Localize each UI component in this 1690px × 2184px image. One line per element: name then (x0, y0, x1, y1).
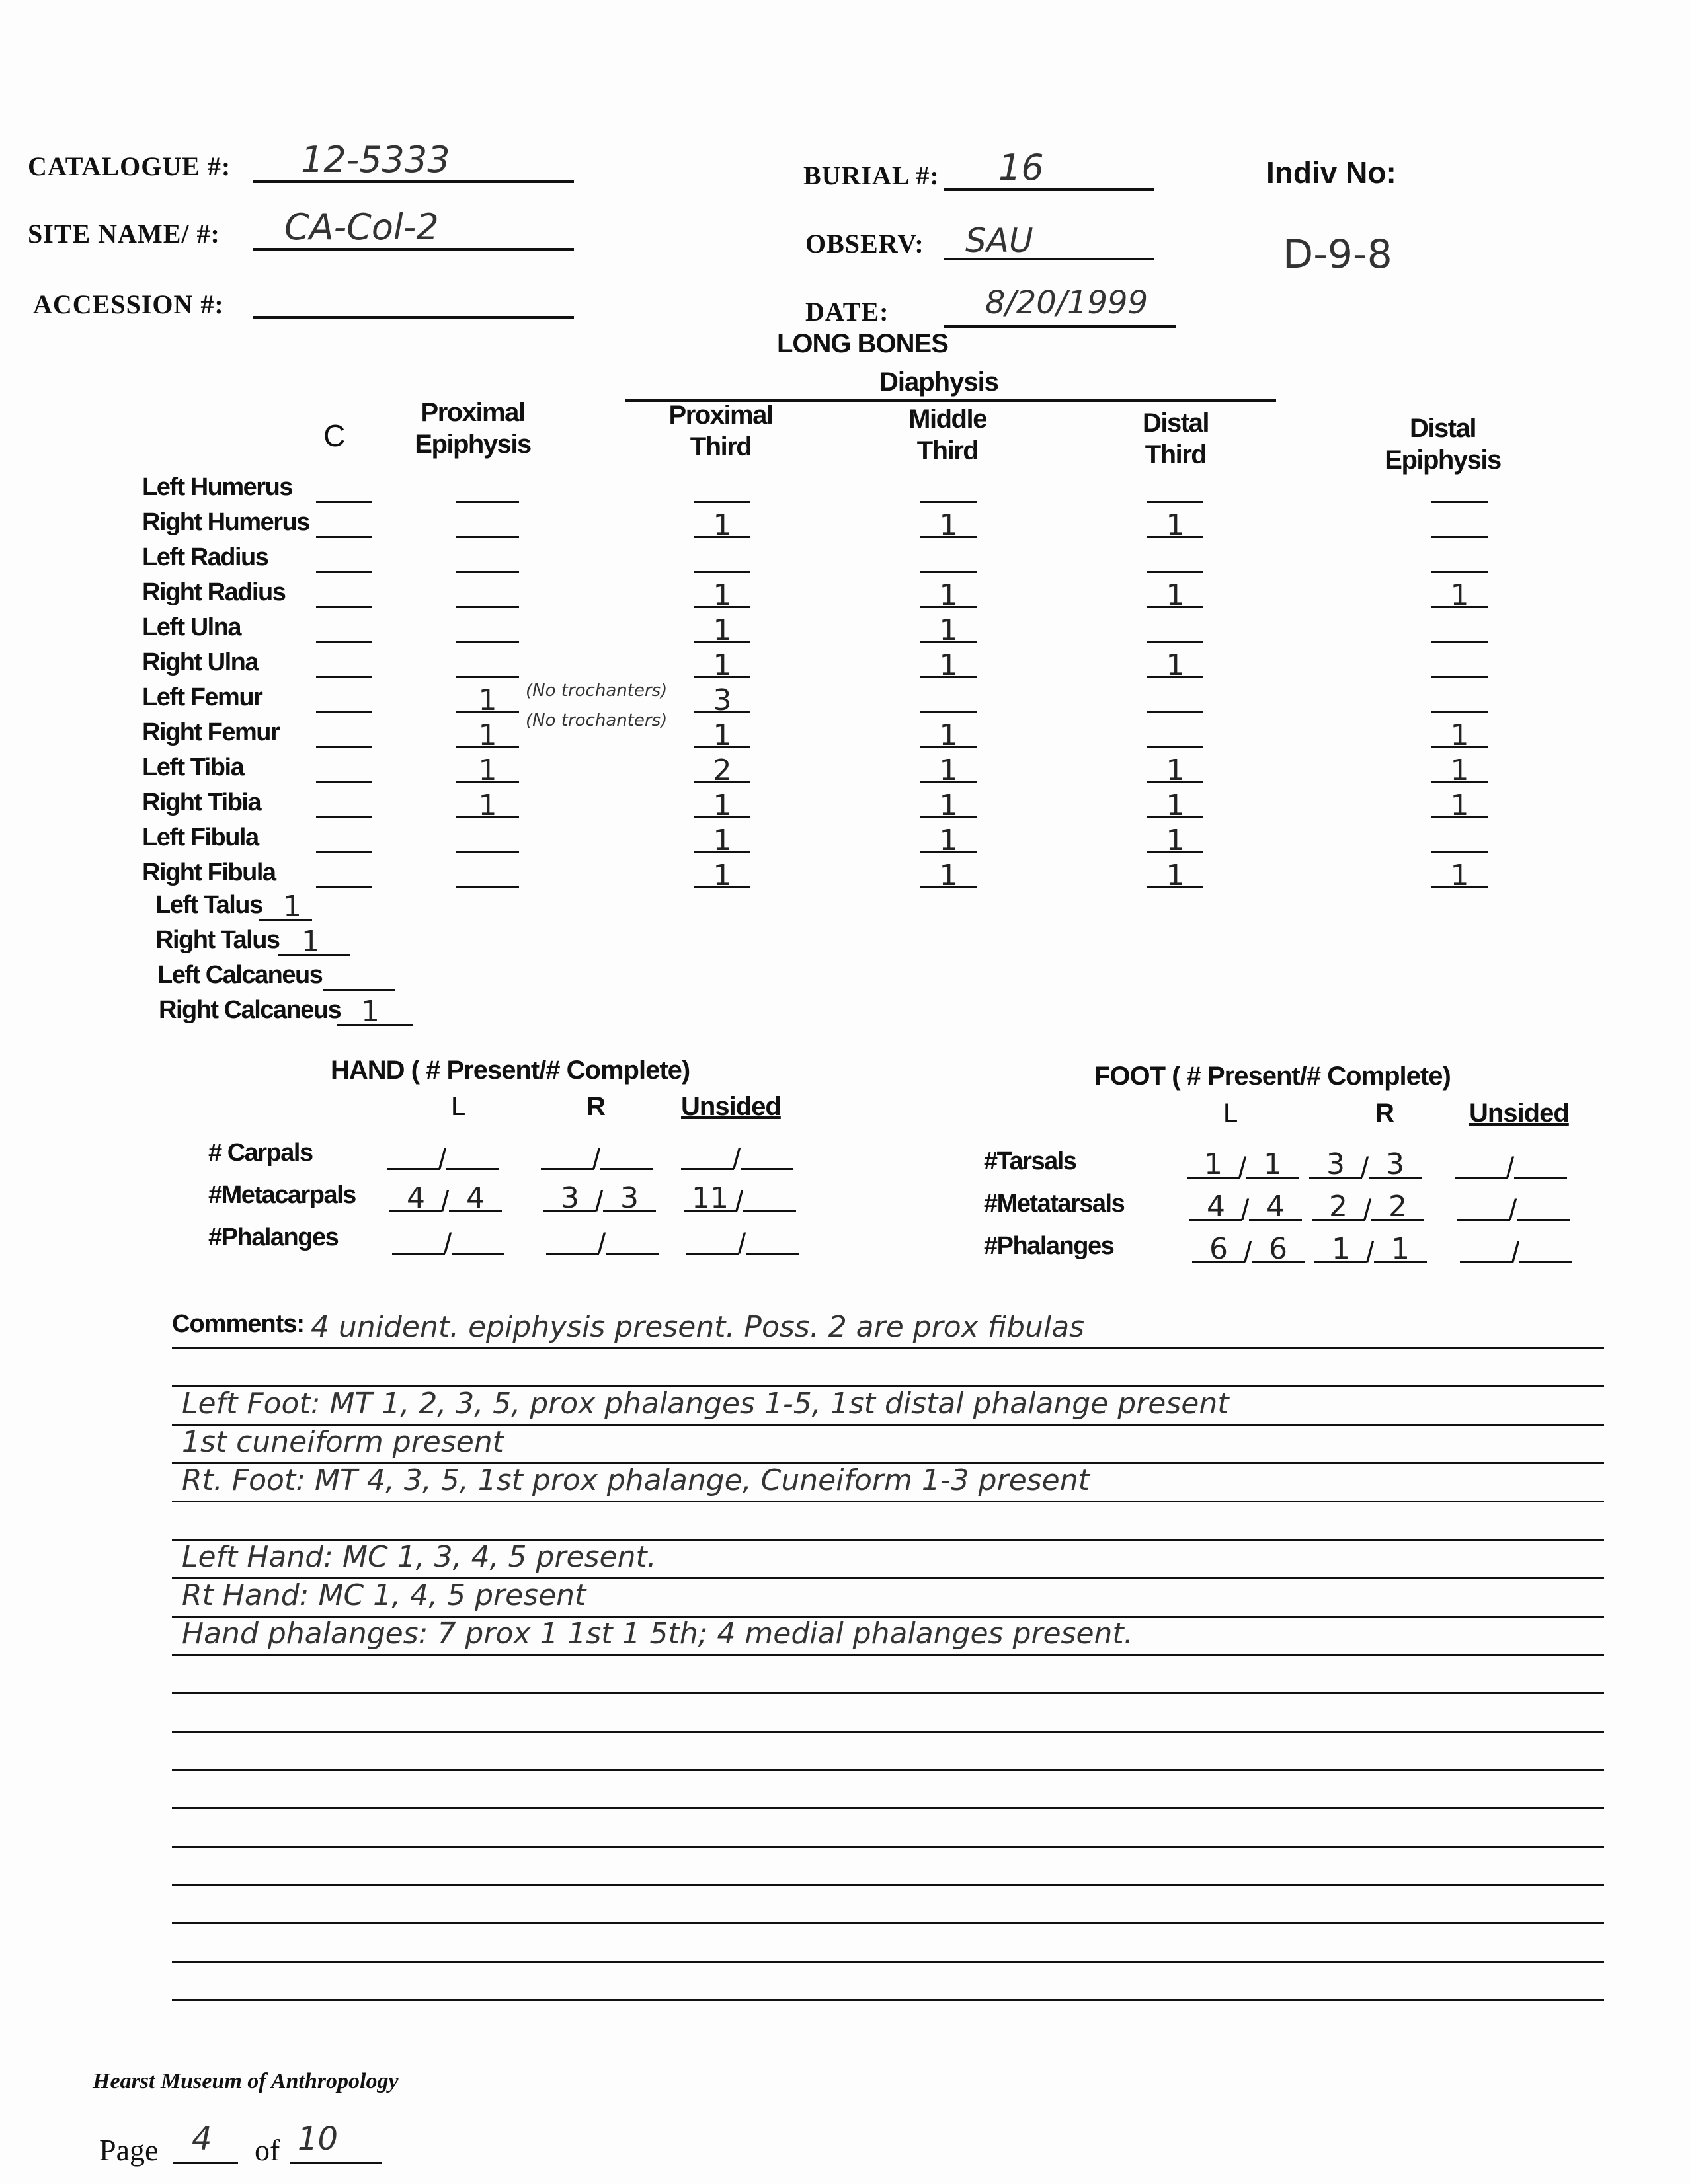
long-bone-mark: 1 (713, 859, 732, 892)
long-bone-mark: 1 (939, 578, 958, 612)
comment-rule (172, 1347, 1604, 1349)
hand-row-label: #Metacarpals (208, 1181, 356, 1209)
foot-row-label: #Phalanges (984, 1232, 1114, 1260)
long-bone-blank[interactable] (316, 571, 372, 573)
page-number[interactable]: 4 (192, 2121, 212, 2158)
hand-slash: / (735, 1185, 744, 1218)
long-bone-blank[interactable] (456, 851, 519, 853)
long-bone-blank[interactable] (456, 606, 519, 608)
burial-underline (944, 188, 1154, 191)
foot-count: 2 (1388, 1190, 1407, 1224)
long-bone-blank[interactable] (694, 571, 750, 573)
col-header-middle-third: Middle Third (908, 405, 986, 465)
long-bone-mark: 1 (1166, 754, 1185, 787)
long-bone-mark: 1 (1166, 648, 1185, 682)
long-bone-mark: 1 (939, 824, 958, 857)
comment-rule (172, 1961, 1604, 1963)
foot-slash: / (1361, 1151, 1369, 1184)
comment-text[interactable]: 1st cuneiform present (182, 1425, 504, 1459)
long-bone-mark: 3 (713, 683, 732, 717)
foot-blank[interactable] (1457, 1219, 1510, 1221)
hand-count: 4 (466, 1181, 485, 1215)
diaphysis-label: Diaphysis (879, 368, 998, 397)
long-bone-mark: 1 (1166, 578, 1185, 612)
hand-slash: / (444, 1228, 452, 1260)
hand-blank[interactable] (686, 1253, 739, 1255)
long-bone-blank[interactable] (920, 711, 977, 713)
page-label: Page (99, 2133, 159, 2167)
long-bone-mark: 1 (1450, 754, 1469, 787)
femur-note-left: (No trochanters) (526, 681, 668, 701)
col-header-proximal-third: Proximal Third (668, 401, 773, 461)
observer-value[interactable]: SAU (965, 221, 1033, 260)
long-bone-mark: 1 (939, 719, 958, 752)
catalogue-value[interactable]: 12-5333 (301, 139, 450, 180)
long-bone-row-label: Left Humerus (142, 473, 292, 501)
foot-count: 3 (1386, 1148, 1404, 1181)
long-bone-mark: 1 (713, 719, 732, 752)
hand-col-r: R (586, 1092, 605, 1121)
col-header-c: C (323, 418, 344, 453)
hand-slash: / (438, 1143, 447, 1175)
hand-blank[interactable] (743, 1210, 796, 1212)
long-bone-mark: 1 (478, 789, 497, 822)
tarsal-mark: 1 (283, 890, 302, 923)
hand-title: HAND ( # Present/# Complete) (331, 1056, 690, 1085)
long-bone-mark: 1 (713, 648, 732, 682)
foot-count: 6 (1209, 1232, 1228, 1266)
long-bone-mark: 1 (1166, 789, 1185, 822)
long-bone-blank[interactable] (316, 501, 372, 503)
long-bone-blank[interactable] (456, 501, 519, 503)
foot-slash: / (1244, 1236, 1252, 1268)
long-bone-mark: 1 (713, 824, 732, 857)
foot-col-r: R (1375, 1099, 1394, 1128)
comment-rule (172, 1999, 1604, 2001)
long-bone-mark: 1 (939, 613, 958, 647)
long-bone-blank[interactable] (1431, 571, 1488, 573)
hand-blank[interactable] (606, 1253, 659, 1255)
tarsal-blank[interactable] (323, 989, 395, 991)
indiv-no-label: Indiv No: (1266, 155, 1396, 190)
hand-count: 4 (407, 1181, 425, 1215)
hand-count: 3 (620, 1181, 639, 1215)
long-bone-mark: 1 (478, 754, 497, 787)
of-underline (290, 2162, 382, 2164)
tarsal-mark: 1 (302, 925, 320, 958)
long-bone-blank[interactable] (920, 571, 977, 573)
accession-label: ACCESSION #: (33, 290, 224, 319)
hand-row-label: #Phalanges (208, 1224, 339, 1251)
hand-slash: / (738, 1228, 746, 1260)
hand-blank[interactable] (741, 1168, 793, 1170)
comment-rule (172, 1501, 1604, 1502)
hand-blank[interactable] (446, 1168, 499, 1170)
comment-rule (172, 1769, 1604, 1771)
foot-blank[interactable] (1460, 1261, 1513, 1263)
long-bone-blank[interactable] (316, 781, 372, 783)
tarsal-row-label: Right Calcaneus (159, 996, 341, 1024)
comment-text[interactable]: Left Foot: MT 1, 2, 3, 5, prox phalanges 1-5, 1st distal phalange present (182, 1387, 1229, 1421)
foot-slash: / (1366, 1236, 1375, 1268)
long-bone-row-label: Left Radius (142, 543, 268, 571)
comment-text[interactable]: Left Hand: MC 1, 3, 4, 5 present. (182, 1540, 657, 1574)
long-bone-blank[interactable] (456, 641, 519, 643)
hand-col-unsided: Unsided (681, 1092, 781, 1121)
hand-row-label: # Carpals (208, 1139, 313, 1167)
foot-row-label: #Metatarsals (984, 1190, 1125, 1218)
foot-count: 1 (1204, 1148, 1223, 1181)
long-bone-mark: 1 (1450, 719, 1469, 752)
long-bone-mark: 1 (713, 613, 732, 647)
col-header-distal-epiphysis: Distal Epiphysis (1385, 414, 1501, 475)
date-label: DATE: (805, 297, 889, 327)
hand-blank[interactable] (392, 1253, 445, 1255)
hand-slash: / (595, 1185, 604, 1218)
long-bone-mark: 1 (1166, 859, 1185, 892)
foot-row-label: #Tarsals (984, 1148, 1076, 1175)
hand-slash: / (441, 1185, 450, 1218)
long-bone-mark: 1 (939, 754, 958, 787)
long-bone-blank[interactable] (1431, 501, 1488, 503)
long-bone-mark: 1 (478, 719, 497, 752)
long-bone-blank[interactable] (1147, 711, 1203, 713)
long-bone-mark: 1 (1450, 789, 1469, 822)
foot-slash: / (1511, 1236, 1520, 1268)
foot-slash: / (1509, 1194, 1517, 1226)
catalogue-label: CATALOGUE #: (28, 151, 231, 181)
foot-slash: / (1241, 1194, 1250, 1226)
long-bone-mark: 1 (939, 508, 958, 542)
comment-text[interactable]: 4 unident. epiphysis present. Poss. 2 are prox fibulas (311, 1310, 1085, 1344)
date-underline (944, 325, 1176, 328)
long-bone-row-label: Right Radius (142, 578, 286, 606)
long-bone-row-label: Right Humerus (142, 508, 309, 536)
long-bone-row-label: Right Femur (142, 719, 280, 746)
long-bone-mark: 1 (713, 789, 732, 822)
foot-count: 4 (1207, 1190, 1225, 1224)
comment-text[interactable]: Rt Hand: MC 1, 4, 5 present (182, 1579, 586, 1612)
long-bone-blank[interactable] (1147, 571, 1203, 573)
long-bone-blank[interactable] (316, 606, 372, 608)
foot-count: 6 (1269, 1232, 1287, 1266)
long-bone-blank[interactable] (316, 746, 372, 748)
long-bone-blank[interactable] (316, 851, 372, 853)
long-bone-row-label: Left Femur (142, 683, 262, 711)
long-bone-blank[interactable] (316, 641, 372, 643)
museum-name: Hearst Museum of Anthropology (93, 2069, 399, 2093)
foot-blank[interactable] (1514, 1177, 1567, 1179)
hand-blank[interactable] (546, 1253, 599, 1255)
burial-label: BURIAL #: (803, 161, 940, 190)
foot-count: 4 (1266, 1190, 1285, 1224)
hand-blank[interactable] (746, 1253, 799, 1255)
long-bone-blank[interactable] (316, 536, 372, 538)
site-name-label: SITE NAME/ #: (28, 219, 220, 249)
hand-slash: / (592, 1143, 601, 1175)
hand-col-l: L (451, 1092, 465, 1121)
foot-slash: / (1238, 1151, 1247, 1184)
comment-text[interactable]: Hand phalanges: 7 prox 1 1st 1 5th; 4 medial phalanges present. (182, 1617, 1133, 1651)
comment-rule (172, 1692, 1604, 1694)
hand-blank[interactable] (452, 1253, 504, 1255)
foot-count: 1 (1391, 1232, 1410, 1266)
comment-rule (172, 1807, 1604, 1809)
foot-count: 2 (1329, 1190, 1348, 1224)
long-bone-blank[interactable] (694, 501, 750, 503)
page-underline (173, 2162, 238, 2164)
foot-count: 1 (1332, 1232, 1350, 1266)
long-bone-row-label: Left Ulna (142, 613, 241, 641)
accession-underline (253, 316, 574, 319)
comment-rule (172, 1846, 1604, 1848)
comment-rule (172, 1884, 1604, 1886)
foot-col-unsided: Unsided (1469, 1099, 1569, 1128)
burial-value[interactable]: 16 (998, 147, 1044, 188)
tarsal-row-label: Right Talus (155, 926, 280, 954)
foot-slash: / (1506, 1151, 1515, 1184)
long-bone-row-label: Right Tibia (142, 789, 261, 816)
long-bones-title: LONG BONES (777, 329, 948, 358)
long-bone-blank[interactable] (1431, 536, 1488, 538)
date-value[interactable]: 8/20/1999 (985, 284, 1148, 321)
long-bone-blank[interactable] (920, 501, 977, 503)
femur-note-right: (No trochanters) (526, 711, 668, 730)
foot-count: 1 (1264, 1148, 1282, 1181)
hand-blank[interactable] (600, 1168, 653, 1170)
of-label: of (255, 2133, 280, 2167)
hand-blank[interactable] (387, 1168, 440, 1170)
long-bone-blank[interactable] (316, 676, 372, 678)
observer-label: OBSERV: (805, 229, 924, 258)
long-bone-blank[interactable] (316, 886, 372, 888)
long-bone-blank[interactable] (456, 886, 519, 888)
comment-rule (172, 1922, 1604, 1924)
long-bone-mark: 1 (713, 508, 732, 542)
long-bone-blank[interactable] (1431, 676, 1488, 678)
foot-blank[interactable] (1519, 1261, 1572, 1263)
catalogue-underline (253, 180, 574, 183)
long-bone-row-label: Left Fibula (142, 824, 259, 851)
comment-rule (172, 1731, 1604, 1733)
long-bone-mark: 1 (939, 648, 958, 682)
long-bone-mark: 1 (1166, 508, 1185, 542)
long-bone-blank[interactable] (1431, 711, 1488, 713)
col-header-distal-third: Distal Third (1143, 409, 1209, 469)
comment-text[interactable]: Rt. Foot: MT 4, 3, 5, 1st prox phalange, Cuneiform 1-3 present (182, 1463, 1090, 1497)
long-bone-blank[interactable] (1431, 641, 1488, 643)
hand-count: 3 (561, 1181, 579, 1215)
tarsal-row-label: Left Calcaneus (157, 961, 323, 989)
comments-label: Comments: (172, 1310, 305, 1338)
foot-title: FOOT ( # Present/# Complete) (1094, 1062, 1451, 1091)
long-bone-row-label: Left Tibia (142, 754, 244, 781)
site-name-underline (253, 248, 574, 251)
long-bone-blank[interactable] (316, 816, 372, 818)
col-header-proximal-epiphysis: Proximal Epiphysis (415, 398, 531, 459)
foot-col-l: L (1223, 1099, 1238, 1128)
foot-slash: / (1363, 1194, 1372, 1226)
long-bone-mark: 1 (1450, 859, 1469, 892)
hand-slash: / (598, 1228, 606, 1260)
page-total[interactable]: 10 (298, 2121, 339, 2158)
hand-blank[interactable] (681, 1168, 734, 1170)
long-bone-blank[interactable] (456, 676, 519, 678)
long-bone-mark: 1 (713, 578, 732, 612)
long-bone-blank[interactable] (456, 571, 519, 573)
long-bone-blank[interactable] (456, 536, 519, 538)
long-bone-mark: 2 (713, 754, 732, 787)
long-bone-mark: 1 (478, 683, 497, 717)
indiv-no-value[interactable]: D-9-8 (1283, 231, 1392, 278)
long-bone-blank[interactable] (1147, 641, 1203, 643)
hand-slash: / (733, 1143, 741, 1175)
comment-rule (172, 1654, 1604, 1656)
long-bone-row-label: Right Fibula (142, 859, 276, 886)
hand-blank[interactable] (541, 1168, 594, 1170)
long-bone-mark: 1 (939, 859, 958, 892)
foot-count: 3 (1326, 1148, 1345, 1181)
long-bone-blank[interactable] (1431, 851, 1488, 853)
long-bone-row-label: Right Ulna (142, 648, 258, 676)
site-name-value[interactable]: CA-Col-2 (284, 206, 439, 248)
long-bone-mark: 1 (1166, 824, 1185, 857)
tarsal-row-label: Left Talus (155, 891, 262, 919)
long-bone-mark: 1 (939, 789, 958, 822)
long-bone-blank[interactable] (1147, 746, 1203, 748)
tarsal-mark: 1 (361, 995, 380, 1029)
long-bone-blank[interactable] (316, 711, 372, 713)
foot-blank[interactable] (1517, 1219, 1570, 1221)
long-bone-mark: 1 (1450, 578, 1469, 612)
foot-blank[interactable] (1455, 1177, 1508, 1179)
hand-count: 11 (692, 1181, 729, 1215)
long-bone-blank[interactable] (1147, 501, 1203, 503)
